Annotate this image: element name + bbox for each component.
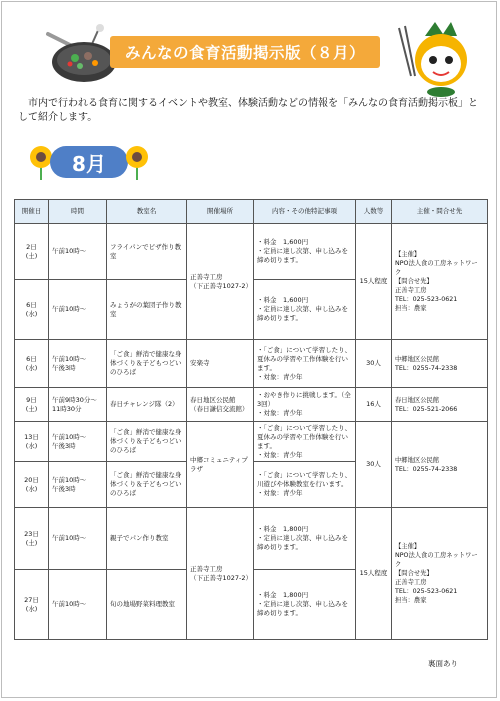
content-cell: ・料金 1,600円 ・定員に達し次第、申し込みを締め切ります。 — [254, 224, 356, 280]
sunflower-icon — [124, 145, 150, 181]
intro-text: 市内で行われる食育に関するイベントや教室、体験活動などの情報を「みんなの食育活動掲示板」として紹介します。 — [18, 98, 478, 123]
class-name-cell: 「ご食」鮮消で健康な身体づくり＆子どもつどいのひろば — [107, 340, 187, 388]
schedule-table — [14, 199, 488, 640]
count-cell: 30人 — [356, 340, 392, 388]
header-date: 開催日 — [15, 200, 49, 224]
footnote-reverse-side: 裏面あり — [428, 659, 458, 668]
time-cell: 午前10時～ 午後3時 — [49, 422, 107, 462]
time-cell: 午前10時～ — [49, 224, 107, 280]
date-cell: 20日 (水) — [15, 462, 49, 508]
time-cell: 午前9時30分～ 11時30分 — [49, 388, 107, 422]
mascot-icon — [395, 18, 477, 98]
place-cell: 春日地区公民館 （春日謙信交流館） — [187, 388, 254, 422]
count-cell: 16人 — [356, 388, 392, 422]
month-badge — [28, 142, 153, 184]
month-label: 8月 — [50, 146, 128, 178]
place-cell: 正善寺工房 （下正善寺1027-2） — [187, 224, 254, 340]
class-name-cell: 「ご食」鮮消で健康な身体づくり＆子どもつどいのひろば — [107, 422, 187, 462]
date-cell: 27日 (水) — [15, 570, 49, 640]
organizer-cell: 【主催】 NPO法人食の工房ネットワーク 【問合せ先】 正善寺工房 TEL：025-523-0621 担当：農家 — [392, 508, 488, 640]
page-title: みんなの食育活動掲示版（８月） — [110, 36, 380, 68]
class-name-cell: 「ご食」鮮消で健康な身体づくり＆子どもつどいのひろば — [107, 462, 187, 508]
time-cell: 午前10時～ 午後3時 — [49, 462, 107, 508]
date-cell: 6日 (水) — [15, 280, 49, 340]
table-row — [15, 422, 488, 462]
header — [0, 0, 500, 95]
content-cell: ・料金 1,800円 ・定員に達し次第、申し込みを締め切ります。 — [254, 508, 356, 570]
count-cell: 30人 — [356, 422, 392, 508]
header-time: 時間 — [49, 200, 107, 224]
place-cell: 中郷コミュニティプラザ — [187, 422, 254, 508]
table-row — [15, 508, 488, 570]
class-name-cell: みょうがの葉団子作り教室 — [107, 280, 187, 340]
class-name-cell: 親子でパン作り教室 — [107, 508, 187, 570]
frying-pan-icon — [40, 20, 118, 90]
content-cell: ・「ご食」について学習したり、川遊びや体験教室を行います。 ・対象：青少年 — [254, 462, 356, 508]
organizer-cell: 春日地区公民館 TEL：025-521-2066 — [392, 388, 488, 422]
content-cell: ・「ご食」について学習したり、夏休みの学習や工作体験を行います。 ・対象：青少年 — [254, 422, 356, 462]
organizer-cell: 中郷地区公民館 TEL：0255-74-2338 — [392, 422, 488, 508]
class-name-cell: フライパンでピザ作り教室 — [107, 224, 187, 280]
organizer-cell: 中郷地区公民館 TEL：0255-74-2338 — [392, 340, 488, 388]
place-cell: 正善寺工房 （下正善寺1027-2） — [187, 508, 254, 640]
content-cell: ・料金 1,600円 ・定員に達し次第、申し込みを締め切ります。 — [254, 280, 356, 340]
table-header-row — [15, 200, 488, 224]
header-class-name: 教室名 — [107, 200, 187, 224]
class-name-cell: 春日チャレンジ隊（2） — [107, 388, 187, 422]
header-count: 人数等 — [356, 200, 392, 224]
time-cell: 午前10時～ — [49, 280, 107, 340]
class-name-cell: 旬の地場野菜料理教室 — [107, 570, 187, 640]
time-cell: 午前10時～ — [49, 508, 107, 570]
header-place: 開催場所 — [187, 200, 254, 224]
count-cell: 15人程度 — [356, 224, 392, 340]
content-cell: ・料金 1,800円 ・定員に達し次第、申し込みを締め切ります。 — [254, 570, 356, 640]
header-content: 内容・その他特記事項 — [254, 200, 356, 224]
time-cell: 午前10時～ 午後3時 — [49, 340, 107, 388]
organizer-cell: 【主催】 NPO法人食の工房ネットワーク 【問合せ先】 正善寺工房 TEL：025-523-0621 担当：農家 — [392, 224, 488, 340]
table-row — [15, 388, 488, 422]
date-cell: 23日 (土) — [15, 508, 49, 570]
content-cell: ・おやき作りに挑戦します。（全3回） ・対象：青少年 — [254, 388, 356, 422]
date-cell: 2日 (土) — [15, 224, 49, 280]
count-cell: 15人程度 — [356, 508, 392, 640]
content-cell: ・「ご食」について学習したり、夏休みの学習や工作体験を行います。 ・対象：青少年 — [254, 340, 356, 388]
table-row — [15, 224, 488, 280]
date-cell: 9日 (土) — [15, 388, 49, 422]
date-cell: 6日 (水) — [15, 340, 49, 388]
date-cell: 13日 (水) — [15, 422, 49, 462]
time-cell: 午前10時～ — [49, 570, 107, 640]
table-row — [15, 340, 488, 388]
place-cell: 安楽寺 — [187, 340, 254, 388]
header-organizer: 主催・問合せ先 — [392, 200, 488, 224]
